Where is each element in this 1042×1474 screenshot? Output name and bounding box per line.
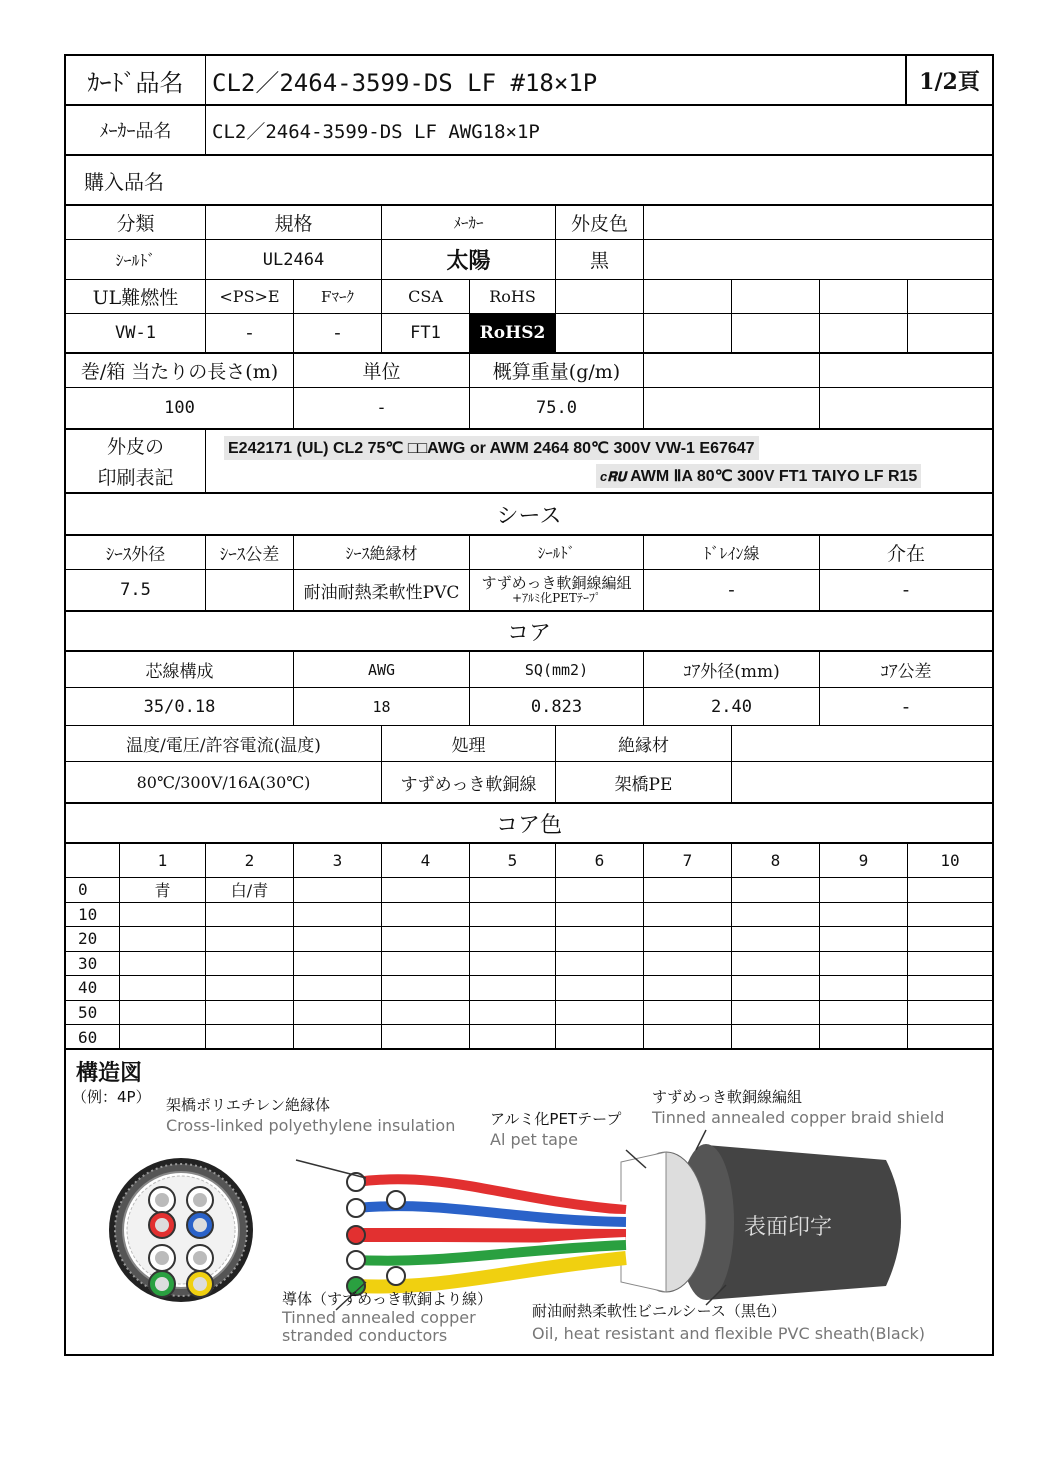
rating-value: 80℃/300V/16A(30℃) — [66, 762, 382, 802]
core-color-cell — [294, 878, 382, 903]
core-color-cell — [294, 952, 382, 977]
drain-header: ﾄﾞﾚｲﾝ線 — [644, 536, 820, 569]
sheath-color-value: 黒 — [556, 240, 644, 279]
maker-header: ﾒｰｶｰ — [382, 206, 556, 239]
purchase-name-label: 購入品名 — [84, 169, 164, 194]
core-construction-header: 芯線構成 — [66, 652, 294, 687]
structure-diagram — [66, 1050, 992, 1354]
sheath-color-header: 外皮色 — [556, 206, 644, 239]
standard-header: 規格 — [206, 206, 382, 239]
shield-value-main: すずめっき軟銅線編組 — [481, 574, 632, 592]
print-label-line2: 印刷表記 — [97, 467, 174, 489]
insulation-value: 架橋PE — [556, 762, 732, 802]
core-tol-value: - — [902, 695, 910, 718]
core-color-row-label: 40 — [66, 976, 120, 1001]
core-color-cell — [556, 1025, 644, 1050]
core-color-cell — [120, 927, 206, 952]
ul-flame-header: UL難燃性 — [66, 280, 206, 313]
card-name-label: ｶｰﾄﾞ品名 — [66, 56, 206, 104]
core-color-cell — [820, 976, 908, 1001]
certs-value-row — [66, 314, 992, 354]
core-color-cell — [732, 976, 820, 1001]
core-color-cell — [470, 927, 556, 952]
core-color-cell — [120, 952, 206, 977]
maker-name-label: ﾒｰｶｰ品名 — [66, 106, 206, 154]
core-color-cell — [820, 903, 908, 928]
length-header-row — [66, 354, 992, 388]
core-color-cell — [470, 952, 556, 977]
print-line1: E242171 (UL) CL2 75℃ □□AWG or AWM 2464 80℃ 300V VW-1 E67647 — [224, 436, 759, 460]
core-color-cell — [908, 952, 992, 977]
core-header2-row — [66, 726, 992, 762]
core-color-row — [66, 1025, 992, 1050]
core-color-cell — [556, 1001, 644, 1026]
core-color-column-header: 2 — [206, 844, 294, 878]
core-color-cell — [908, 903, 992, 928]
core-color-cell — [294, 927, 382, 952]
classification-header-row — [66, 206, 992, 240]
core-color-cell — [732, 927, 820, 952]
core-color-row — [66, 952, 992, 977]
awg-value: 18 — [294, 688, 470, 725]
core-color-cell — [556, 952, 644, 977]
core-color-column-header: 10 — [908, 844, 992, 878]
print-label — [66, 430, 206, 492]
core-color-table — [66, 844, 992, 1050]
core-color-cell — [644, 1025, 732, 1050]
core-color-section-row — [66, 804, 992, 844]
core-color-row-label: 50 — [66, 1001, 120, 1026]
core-color-row-label: 10 — [66, 903, 120, 928]
csa-header: CSA — [382, 280, 470, 313]
core-color-section-title: コア色 — [495, 812, 562, 838]
insulation-label-en: Cross-linked polyethylene insulation — [166, 1116, 456, 1135]
core-color-cell — [644, 976, 732, 1001]
core-color-cell — [120, 1001, 206, 1026]
core-color-cell — [732, 1001, 820, 1026]
core-color-cell: 青 — [120, 878, 206, 903]
core-color-cell — [206, 1025, 294, 1050]
ul-flame-value: VW-1 — [66, 314, 206, 352]
core-color-column-header: 8 — [732, 844, 820, 878]
sheath-section-title: シース — [496, 503, 562, 529]
core-od-value: 2.40 — [644, 688, 820, 725]
core-color-cell — [820, 952, 908, 977]
print-content — [206, 430, 992, 492]
core-value-row — [66, 688, 992, 726]
shield-header: ｼｰﾙﾄﾞ — [470, 536, 644, 569]
core-color-cell — [644, 903, 732, 928]
core-od-header: ｺｱ外径(mm) — [644, 652, 820, 687]
length-header: 巻/箱 当たりの長さ(m) — [66, 354, 294, 387]
maker-name-value: CL2／2464-3599-DS LF AWG18×1P — [212, 120, 540, 143]
core-color-cell — [732, 903, 820, 928]
core-construction-value: 35/0.18 — [66, 688, 294, 725]
core-color-cell — [732, 878, 820, 903]
core-color-corner — [66, 844, 120, 878]
shield-value-sub: +ｱﾙﾐ化PETﾃｰﾌﾟ — [512, 591, 601, 605]
length-value: 100 — [66, 388, 294, 428]
core-color-cell — [556, 927, 644, 952]
core-color-cell — [382, 927, 470, 952]
length-value-row — [66, 388, 992, 430]
maker-name-row — [66, 106, 992, 156]
f-mark-header: Fﾏｰｸ — [294, 280, 382, 313]
sheath-label-en: Oil, heat resistant and flexible PVC sheath(Black) — [532, 1324, 926, 1343]
insulation-label-jp: 架橋ポリエチレン絶縁体 — [166, 1096, 331, 1114]
core-color-cell — [294, 1001, 382, 1026]
pse-header: <PS>E — [206, 280, 294, 313]
core-color-cell — [644, 952, 732, 977]
f-mark-value: - — [294, 314, 382, 352]
core-color-cell — [120, 903, 206, 928]
ur-mark-logo: c𝐑𝐔 — [600, 469, 627, 484]
core-color-cell — [556, 878, 644, 903]
core-color-cell — [470, 878, 556, 903]
conductor-label-en1: Tinned annealed copper — [282, 1308, 476, 1327]
classification-header: 分類 — [66, 206, 206, 239]
unit-header: 単位 — [294, 354, 470, 387]
core-color-cell — [294, 976, 382, 1001]
core-section-row — [66, 612, 992, 652]
drain-value: - — [644, 570, 820, 610]
core-color-column-header: 3 — [294, 844, 382, 878]
sheath-od-value: 7.5 — [66, 570, 206, 610]
core-color-row-label: 60 — [66, 1025, 120, 1050]
core-color-cell — [382, 878, 470, 903]
core-color-cell — [206, 927, 294, 952]
core-color-cell — [120, 1025, 206, 1050]
awg-header: AWG — [294, 652, 470, 687]
core-color-cell — [470, 976, 556, 1001]
conductor-label-en2: stranded conductors — [282, 1326, 448, 1345]
sq-value: 0.823 — [470, 688, 644, 725]
sheath-tol-header: ｼｰｽ公差 — [206, 536, 294, 569]
print-label-line1: 外皮の — [106, 436, 164, 458]
filler-header: 介在 — [886, 543, 925, 565]
core-color-row — [66, 878, 992, 903]
insulation-header: 絶縁材 — [556, 726, 732, 761]
core-color-cell — [294, 1025, 382, 1050]
core-section-title: コア — [506, 620, 551, 646]
shield-value — [470, 570, 644, 610]
certs-header-row — [66, 280, 992, 314]
csa-value: FT1 — [382, 314, 470, 352]
core-color-column-header: 1 — [120, 844, 206, 878]
core-tol-header: ｺｱ公差 — [880, 662, 932, 682]
print-line2: AWM ⅡA 80℃ 300V FT1 TAIYO LF R15 — [630, 468, 918, 485]
core-color-cell — [382, 1025, 470, 1050]
core-value2-row — [66, 762, 992, 804]
surface-print-label: 表面印字 — [744, 1215, 833, 1240]
core-color-cell — [820, 878, 908, 903]
core-color-cell — [382, 903, 470, 928]
weight-header: 概算重量(g/m) — [470, 354, 644, 387]
core-color-cell — [644, 1001, 732, 1026]
print-row — [66, 430, 992, 494]
sq-header: SQ(mm2) — [470, 652, 644, 687]
core-color-cell — [908, 927, 992, 952]
tape-label-en: Al pet tape — [490, 1130, 578, 1149]
core-color-cell — [120, 976, 206, 1001]
maker-value: 太陽 — [382, 240, 556, 279]
core-color-cell — [470, 1025, 556, 1050]
tape-label-jp: アルミ化PETテープ — [490, 1110, 622, 1128]
page-number: 1/2頁 — [906, 56, 992, 104]
classification-value: ｼｰﾙﾄﾞ — [66, 240, 206, 279]
core-color-cell — [556, 976, 644, 1001]
core-color-cell — [294, 903, 382, 928]
unit-value: - — [294, 388, 470, 428]
sheath-tol-value — [206, 570, 294, 610]
sheath-material-value: 耐油耐熱柔軟性PVC — [294, 570, 470, 610]
core-color-cell — [644, 878, 732, 903]
core-color-row-label: 0 — [66, 878, 120, 903]
cross-section-icon — [109, 1158, 253, 1302]
core-color-cell — [470, 1001, 556, 1026]
classification-value-row — [66, 240, 992, 280]
core-color-row-label: 20 — [66, 927, 120, 952]
core-color-cell — [644, 927, 732, 952]
spec-sheet — [64, 54, 994, 1356]
core-color-cell — [732, 1025, 820, 1050]
treatment-value: すずめっき軟銅線 — [382, 762, 556, 802]
pse-value: - — [206, 314, 294, 352]
core-color-row — [66, 976, 992, 1001]
core-color-row — [66, 927, 992, 952]
weight-value: 75.0 — [470, 388, 644, 428]
core-color-cell — [908, 1025, 992, 1050]
core-color-cell: 白/青 — [206, 878, 294, 903]
rohs-value: RoHS2 — [470, 314, 556, 352]
core-color-cell — [908, 878, 992, 903]
core-color-cell — [382, 1001, 470, 1026]
diagram-example: （例：4P） — [72, 1088, 151, 1106]
rating-header: 温度/電圧/許容電流(温度) — [66, 726, 382, 761]
core-color-cell — [206, 952, 294, 977]
filler-value: - — [902, 579, 910, 601]
braid-label-jp: すずめっき軟銅線編組 — [652, 1088, 803, 1106]
standard-value: UL2464 — [206, 240, 382, 279]
card-name-value: CL2／2464-3599-DS LF #18×1P — [206, 56, 906, 104]
core-color-column-header: 4 — [382, 844, 470, 878]
core-color-cell — [382, 976, 470, 1001]
core-color-cell — [206, 1001, 294, 1026]
core-color-column-header: 5 — [470, 844, 556, 878]
core-color-row-label: 30 — [66, 952, 120, 977]
braid-label-en: Tinned annealed copper braid shield — [652, 1108, 945, 1127]
core-color-row — [66, 903, 992, 928]
core-color-cell — [908, 976, 992, 1001]
core-color-header-row — [66, 844, 992, 878]
core-color-cell — [556, 903, 644, 928]
diagram-title: 構造図 — [76, 1061, 143, 1086]
rohs-header: RoHS — [470, 280, 556, 313]
core-color-column-header: 7 — [644, 844, 732, 878]
purchase-name-row — [66, 156, 992, 206]
conductor-label-jp: 導体（すずめっき軟銅より線） — [282, 1290, 493, 1308]
sheath-material-header: ｼｰｽ絶縁材 — [294, 536, 470, 569]
core-color-cell — [820, 927, 908, 952]
sheath-section-row — [66, 494, 992, 536]
sheath-label-jp: 耐油耐熱柔軟性ビニルシース（黒色） — [532, 1302, 786, 1320]
treatment-header: 処理 — [382, 726, 556, 761]
core-color-column-header: 6 — [556, 844, 644, 878]
sheath-value-row — [66, 570, 992, 612]
core-color-cell — [206, 903, 294, 928]
core-color-cell — [732, 952, 820, 977]
core-color-cell — [908, 1001, 992, 1026]
core-color-cell — [820, 1001, 908, 1026]
core-color-cell — [206, 976, 294, 1001]
core-header-row — [66, 652, 992, 688]
core-color-cell — [470, 903, 556, 928]
print-line2-box — [596, 464, 921, 488]
core-color-row — [66, 1001, 992, 1026]
core-color-column-header: 9 — [820, 844, 908, 878]
card-name-row — [66, 56, 992, 106]
core-color-cell — [382, 952, 470, 977]
sheath-od-header: ｼｰｽ外径 — [66, 536, 206, 569]
sheath-header-row — [66, 536, 992, 570]
core-color-cell — [820, 1025, 908, 1050]
